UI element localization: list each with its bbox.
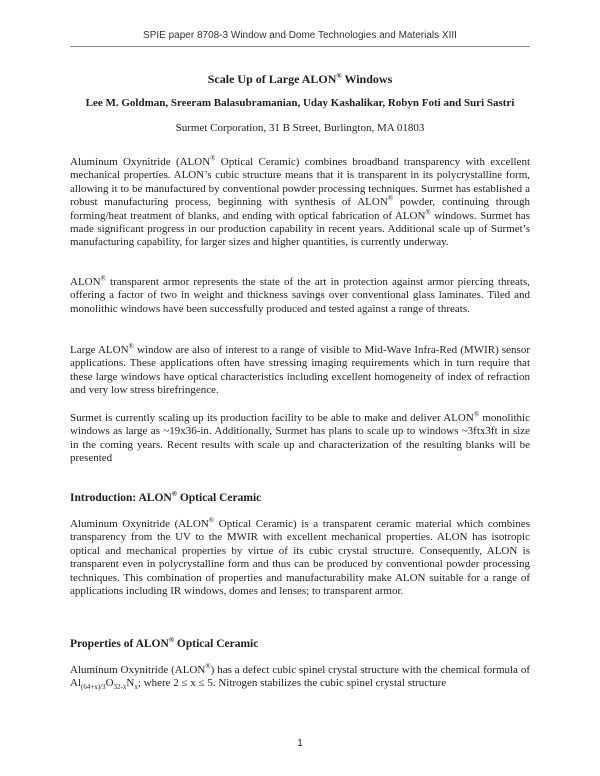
section-heading-properties: Properties of ALON® Optical Ceramic (70, 636, 259, 650)
registered-mark: ® (100, 274, 106, 283)
abstract-paragraph-2: ALON® transparent armor represents the state of the art in protection against armor piercing threats, offering a factor of two in weight and thickness savings over conventional glass laminates. Tiled and monolithic windows have been successfully produced and tested against a range of threats. (70, 274, 530, 315)
header-rule (70, 46, 530, 47)
paper-title (0, 72, 600, 87)
registered-mark: ® (336, 72, 342, 80)
affiliation: Surmet Corporation, 31 B Street, Burlington, MA 01803 (175, 122, 425, 134)
registered-mark: ® (168, 636, 175, 645)
author-list: Lee M. Goldman, Sreeram Balasubramanian, Uday Kashalikar, Robyn Foti and Suri Sastri (85, 97, 515, 109)
registered-mark: ® (473, 410, 480, 419)
registered-mark: ® (210, 154, 216, 163)
abstract-paragraph-1: Aluminum Oxynitride (ALON® Optical Ceramic) combines broadband transparency with excellent mechanical properties. ALON’s cubic structure means that it is transparent in its polycrystalline form, allowing it to be manufactured by conventional powder processing techniques. Surmet has established a robust manufacturing process, beginning with synthesis of ALON® powder, continuing through forming/heat treatment of blanks, and ending with optical fabrication of ALON® windows. Surmet has made significant progress in our production capability in recent years. Additional scale up of Surmet’s manufacturing capability, for larger sizes and higher quantities, is currently underway. (70, 154, 530, 249)
properties-paragraph: Aluminum Oxynitride (ALON®) has a defect cubic spinel crystal structure with the chemical formula of $Al_{(64+x)/3}O_{32-x}N_x$; where 2 ≤ x ≤ 5. Nitrogen stabilizes the cubic spinel crystal structure (70, 662, 530, 692)
registered-mark: ® (208, 516, 215, 525)
title-text: Scale Up of Large ALON (207, 72, 337, 86)
abstract-paragraph-4: Surmet is currently scaling up its production facility to be able to make and deliver ALON® monolithic windows as large as ~19x36-in. Additionally, Surmet has plans to scale up to windows ~3ftx3ft in size in the coming years. Recent results with scale up and characterization of the resulting blanks will be presented (70, 410, 530, 465)
registered-mark: ® (128, 342, 134, 351)
introduction-paragraph: Aluminum Oxynitride (ALON® Optical Ceramic) is a transparent ceramic material which combines transparency from the UV to the MWIR with excellent mechanical properties. ALON has isotropic optical and mechanical properties by virtue of its cubic crystal structure. Consequently, ALON is transparent even in polycrystalline form and thus can be produced by conventional powder processing techniques. This combination of properties and manufacturability make ALON suitable for a range of applications including IR windows, domes and lenses; to transparent armor. (70, 516, 531, 598)
registered-mark: ® (171, 490, 177, 499)
page-number: 1 (297, 738, 303, 749)
registered-mark: ® (425, 207, 431, 216)
running-header: SPIE paper 8708-3 Window and Dome Technologies and Materials XIII (143, 30, 457, 41)
abstract-paragraph-3: Large ALON® window are also of interest to a range of visible to Mid-Wave Infra-Red (MWIR) sensor applications. These applications often have stressing imaging requirements which in turn require that these large windows have optical characteristics including excellent homogeneity of index of refraction and very low stress birefringence. (70, 342, 530, 397)
registered-mark: ® (205, 662, 211, 671)
section-heading-introduction: Introduction: ALON® Optical Ceramic (70, 490, 262, 504)
title-tail: Windows (341, 72, 393, 86)
registered-mark: ® (387, 194, 394, 203)
